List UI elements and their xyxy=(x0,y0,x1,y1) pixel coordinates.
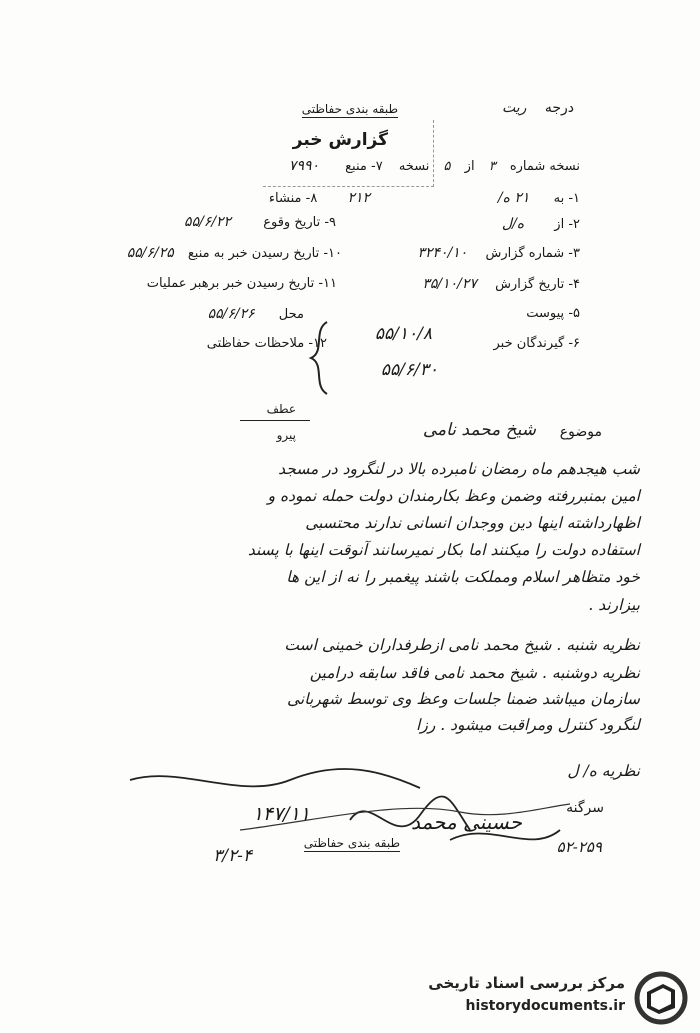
arrival-ops-label: ۱۱- تاریخ رسیدن خبر برهبر عملیات xyxy=(146,276,337,291)
recipients-row xyxy=(494,336,581,351)
event-date-row xyxy=(184,214,336,230)
archive-logo xyxy=(405,968,695,1028)
archive-logo-icon xyxy=(633,970,689,1026)
body-line: خود متظاهر اسلام ومملکت باشند پیغمبر را نه از این ها xyxy=(286,568,640,586)
logo-url: historydocuments.ir xyxy=(465,998,625,1014)
subject-value: شیخ محمد نامی xyxy=(422,420,536,440)
degree-field xyxy=(502,100,574,116)
copy-number-mid: از xyxy=(464,159,475,174)
remarks-value-2: ۵۵/۶/۳۰ xyxy=(380,360,438,380)
from-row xyxy=(502,216,580,232)
origin-value: ۲۱۲ xyxy=(347,190,370,206)
from-label: ۲- از xyxy=(554,217,580,232)
subject-note-top: عطف xyxy=(266,402,296,416)
bracket-mark xyxy=(305,318,335,398)
arrival-source-label: ۱۰- تاریخ رسیدن خبر به منبع xyxy=(187,246,342,261)
subject-divider xyxy=(240,420,310,421)
classification-top: طبقه بندی حفاظتی xyxy=(301,102,398,116)
signature-name: حسینی محمد xyxy=(411,810,522,834)
report-date-label: ۴- تاریخ گزارش xyxy=(495,277,580,292)
report-title: گزارش خبر xyxy=(292,130,388,150)
signature-date: ۱۴۷/۱۱ xyxy=(252,803,310,825)
origin-row xyxy=(269,190,370,206)
body-line: اظهارداشته اینها دین ووجدان انسانی ندارند محتسبی xyxy=(305,514,640,532)
event-date-label: ۹- تاریخ وقوع xyxy=(263,215,336,230)
body-line: بیزارند . xyxy=(588,596,640,614)
copy-count-label: نسخه xyxy=(398,159,430,174)
report-date-row xyxy=(422,276,580,292)
logo-name: مرکز بررسی اسناد تاریخی xyxy=(428,974,625,992)
body-line: شب هیجدهم ماه رمضان نامبرده بالا در لنگرود در مسجد xyxy=(278,460,640,478)
remarks-label: ۱۲- ملاحظات حفاظتی xyxy=(206,336,327,351)
arrival-source-row xyxy=(127,245,342,261)
degree-value: ریت xyxy=(501,100,527,116)
place-value: ۵۵/۶/۲۶ xyxy=(207,306,255,322)
report-date-value: ۳۵/۱۰/۲۷ xyxy=(422,276,477,292)
degree-label: درجه xyxy=(544,100,574,116)
to-value: ۲۱ ه/ xyxy=(497,190,530,206)
report-number-label: ۳- شماره گزارش xyxy=(485,246,580,261)
copy-number-row xyxy=(289,158,580,174)
remarks-value-1: ۵۵/۱۰/۸ xyxy=(374,324,432,344)
to-label: ۱- به xyxy=(553,191,580,206)
event-date-value: ۵۵/۶/۲۲ xyxy=(184,214,232,230)
attachment-label: ۵- پیوست xyxy=(526,306,580,321)
copy-number-label: نسخه شماره xyxy=(509,159,580,174)
origin-label: ۸- منشاء xyxy=(268,191,318,206)
source-value: ۷۹۹۰ xyxy=(288,158,319,174)
comment-line: نظریه ه/ ل xyxy=(567,762,640,780)
report-number-value: ۳۲۴۰/۱۰ xyxy=(417,245,468,261)
from-value: ه/ل xyxy=(501,216,525,232)
comment-line: سازمان میباشد ضمنا جلسات وعظ وی توسط شهربانی xyxy=(286,690,640,708)
recipients-label: ۶- گیرندگان خبر xyxy=(493,336,580,351)
body-line: امین بمنبررفته وضمن وعظ بکارمندان دولت حمله نموده و xyxy=(267,487,640,505)
to-row xyxy=(498,190,580,206)
comment-line: نظریه دوشنبه . شیخ محمد نامی فاقد سابقه درامین xyxy=(309,664,640,682)
subject-note-bottom: پیرو xyxy=(276,428,296,442)
place-row xyxy=(208,306,304,322)
distribution-label: سرگنه xyxy=(566,800,604,816)
arrival-ops-row xyxy=(147,276,337,291)
copy-count-value: ۵ xyxy=(443,159,451,174)
place-label: محل xyxy=(278,307,304,322)
source-label: ۷- منبع xyxy=(345,159,383,174)
bottom-number-right: ۵۲-۲۵۹ xyxy=(556,838,602,856)
arrival-source-value: ۵۵/۶/۲۵ xyxy=(126,245,174,261)
bottom-number-left: ۳/۲-۴ xyxy=(213,846,252,866)
report-number-row xyxy=(417,245,580,261)
subject-label: موضوع xyxy=(559,424,602,440)
comment-line: لنگرود کنترل ومراقبت میشود . رزا xyxy=(416,716,640,734)
attachment-row xyxy=(526,306,580,321)
body-line: استفاده دولت را میکنند اما بکار نمیرسانند آنوقت اینها با پسند xyxy=(247,541,640,559)
copy-number-value: ۳ xyxy=(488,159,496,174)
comment-line: نظریه شنبه . شیخ محمد نامی ازطرفداران خمینی است xyxy=(284,636,640,654)
classification-bottom: طبقه بندی حفاظتی xyxy=(303,836,400,850)
